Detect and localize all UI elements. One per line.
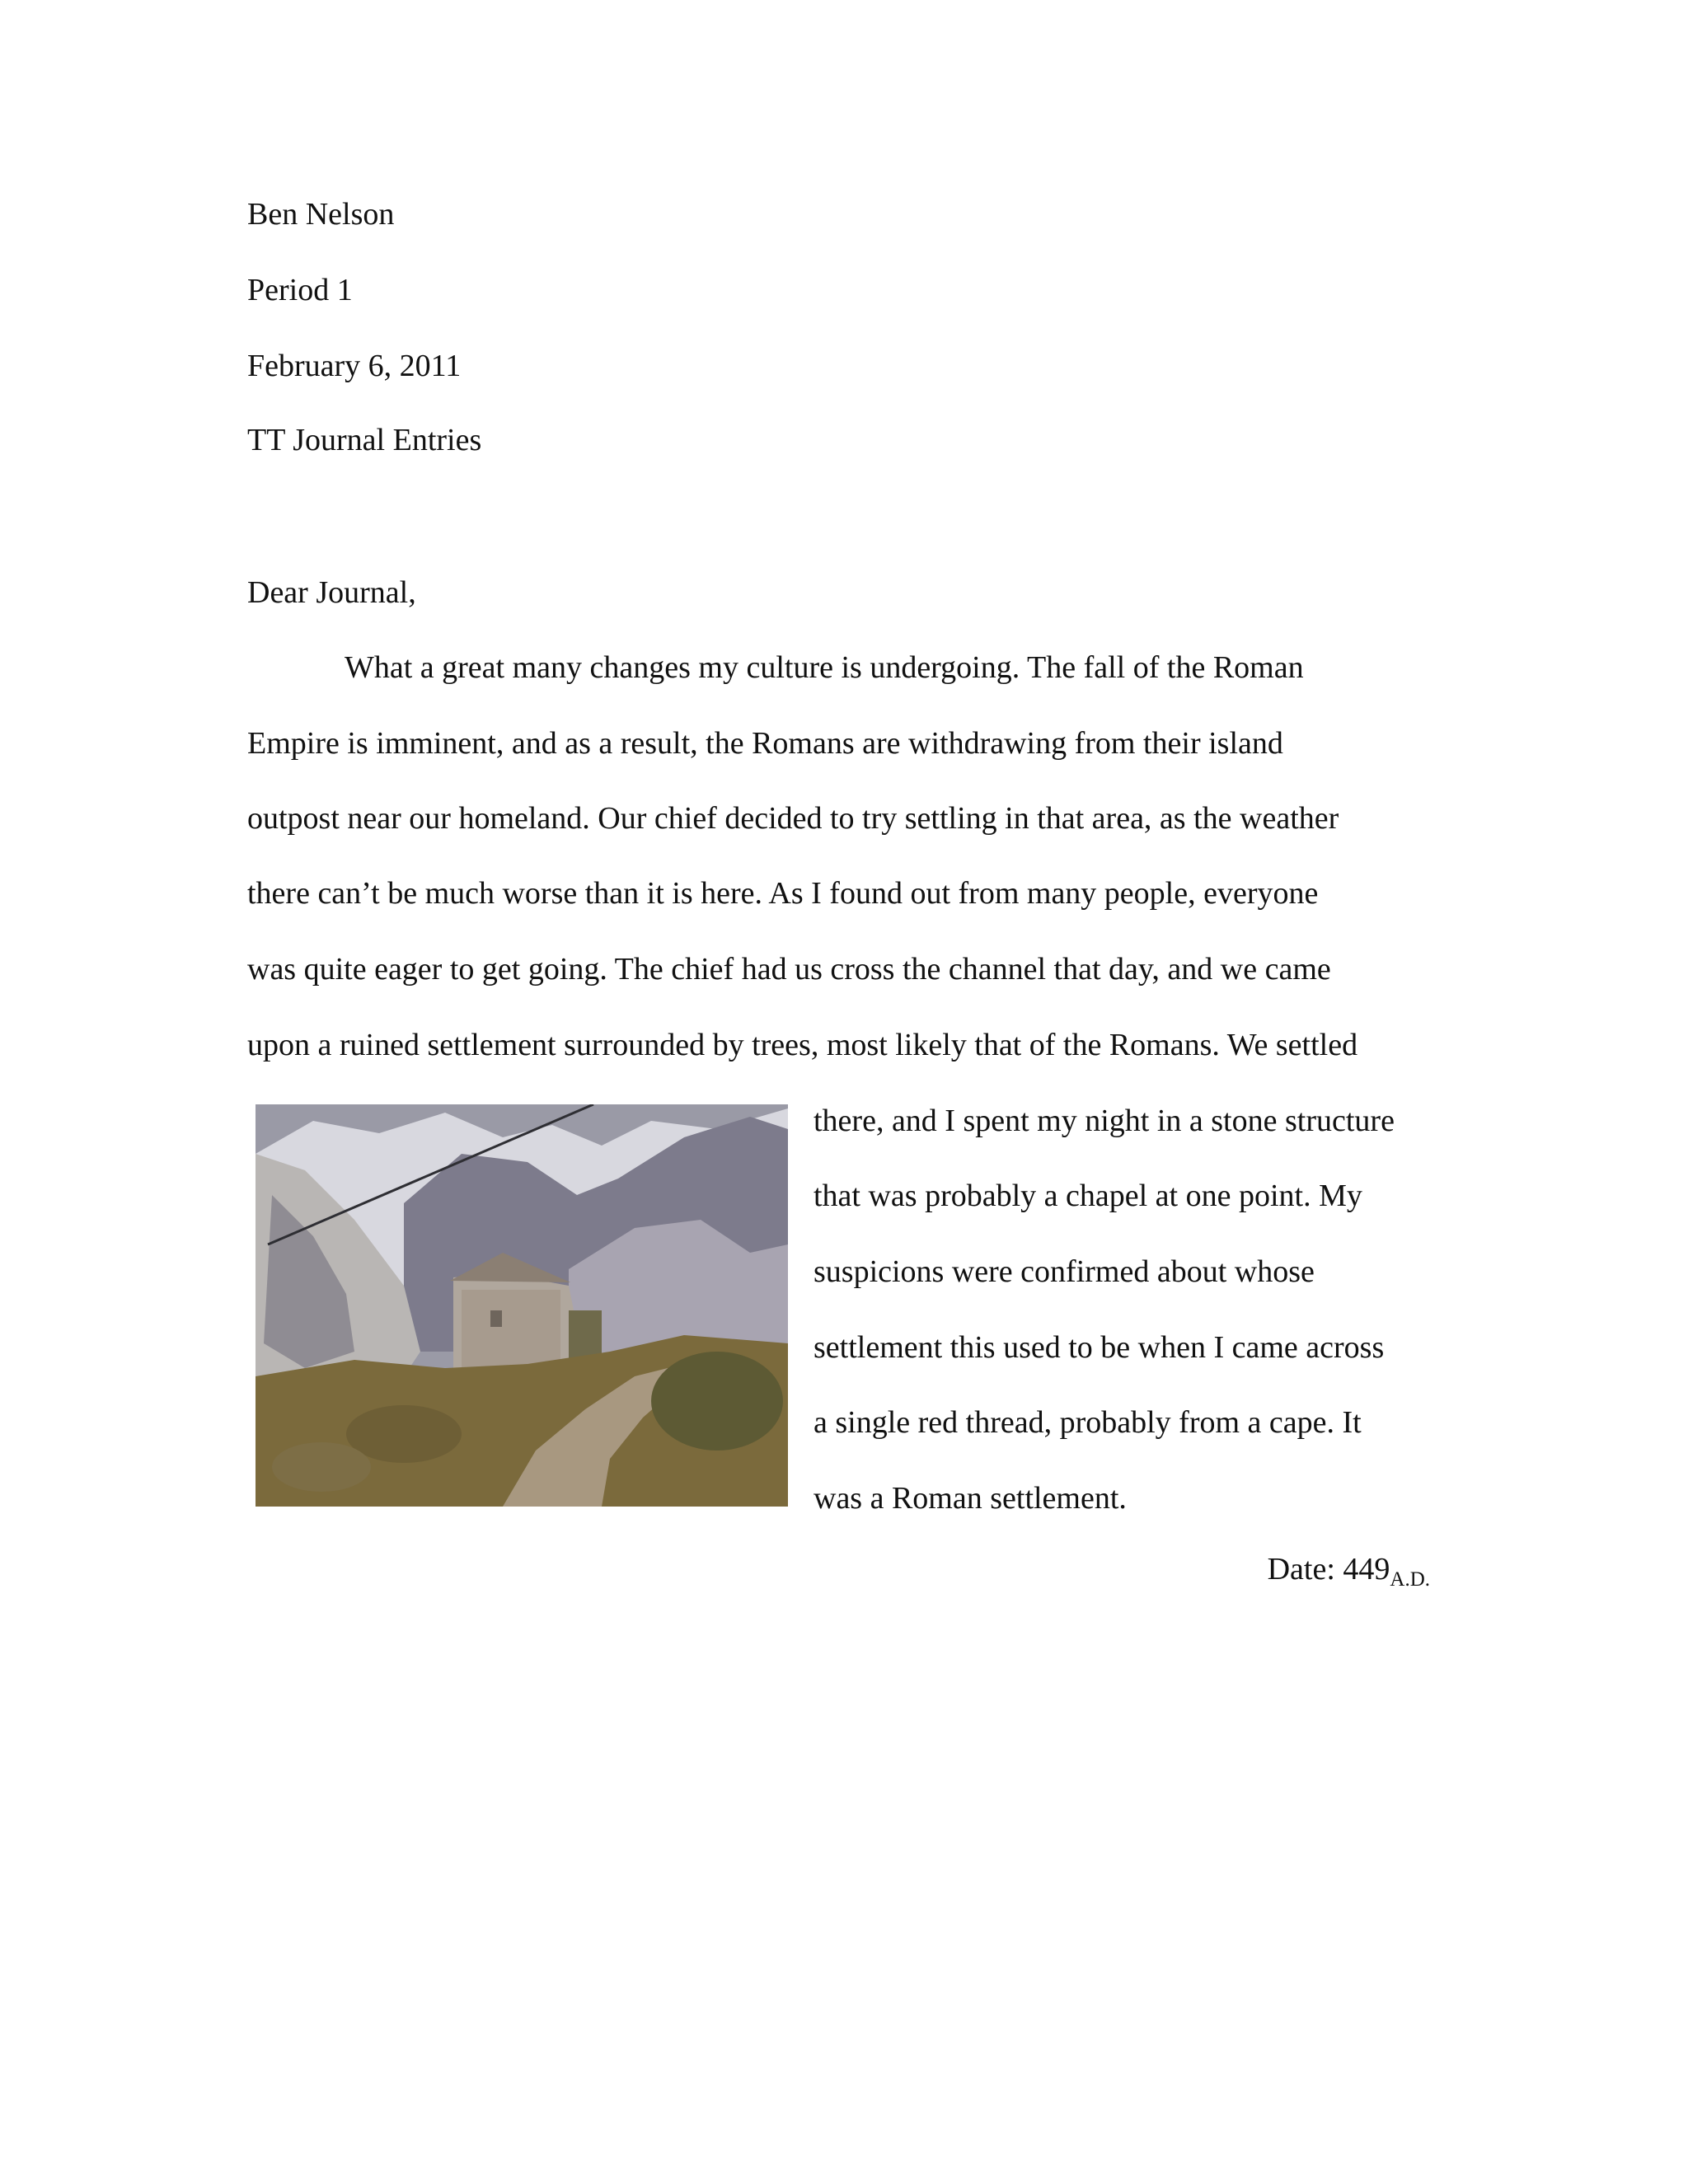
entry-date-suffix: A.D. [1390,1568,1430,1591]
document-date: February 6, 2011 [247,349,462,383]
wrapped-line: a single red thread, probably from a cape. It [814,1405,1362,1440]
entry-date-label: Date: 449 [1267,1552,1390,1586]
author-name: Ben Nelson [247,197,395,232]
wrapped-line: there, and I spent my night in a stone structure [814,1104,1395,1138]
paragraph-line: upon a ruined settlement surrounded by trees, most likely that of the Romans. We settled [247,1028,1358,1062]
paragraph-line: Empire is imminent, and as a result, the Romans are withdrawing from their island [247,726,1283,761]
wrapped-line: that was probably a chapel at one point. My [814,1179,1362,1213]
salutation: Dear Journal, [247,575,416,610]
chapel-photo [256,1104,788,1507]
paragraph-line: What a great many changes my culture is undergoing. The fall of the Roman [345,650,1304,685]
wrapped-line: suspicions were confirmed about whose [814,1254,1315,1289]
wrapped-line: settlement this used to be when I came across [814,1330,1385,1365]
document-title: TT Journal Entries [247,423,482,457]
wrapped-line: was a Roman settlement. [814,1481,1127,1516]
paragraph-line: was quite eager to get going. The chief had us cross the channel that day, and we came [247,952,1331,987]
entry-date [1268,1549,1430,1600]
paragraph-line: there can’t be much worse than it is here. As I found out from many people, everyone [247,876,1319,911]
paragraph-line: outpost near our homeland. Our chief decided to try settling in that area, as the weather [247,801,1339,836]
class-period: Period 1 [247,273,353,307]
